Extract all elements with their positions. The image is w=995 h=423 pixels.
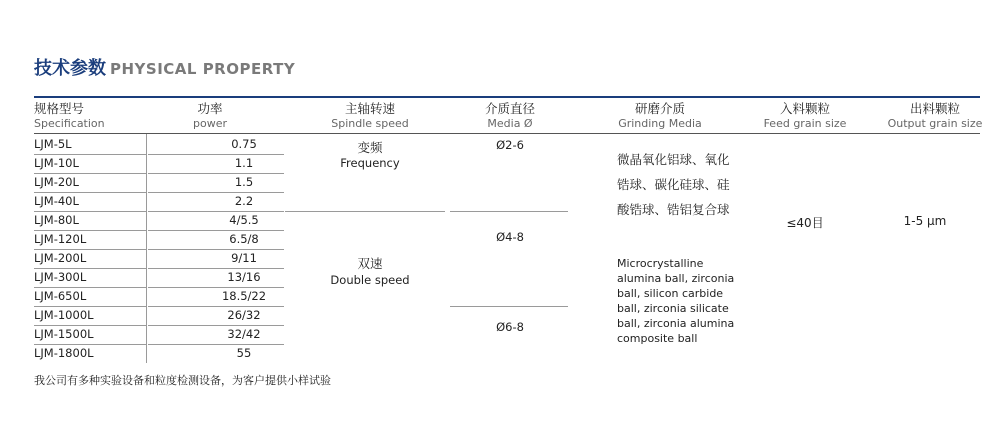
header-media-size: 介质直径 Media Ø [484, 101, 535, 130]
header-feed-grain: 入料颗粒 Feed grain size [763, 101, 847, 130]
model-cell: LJM-300L [34, 270, 87, 284]
header-grinding-media: 研磨介质 Grinding Media [618, 101, 702, 130]
footnote: 我公司有多种实验设备和粒度检测设备，为客户提供小样试验 [34, 374, 331, 387]
table-row [34, 212, 444, 231]
power-cell: 0.75 [231, 137, 257, 151]
table-row [34, 326, 444, 345]
header-power: 功率 power [193, 101, 227, 130]
header-output-grain: 出料颗粒 Output grain size [887, 101, 983, 130]
power-cell: 4/5.5 [229, 213, 259, 227]
power-cell: 1.1 [234, 156, 254, 170]
page-title [34, 54, 295, 80]
media-size-divider-2 [450, 306, 568, 307]
model-cell: LJM-20L [34, 175, 79, 189]
table-row [34, 174, 444, 193]
spindle-group1-en: Frequency [340, 156, 400, 170]
model-cell: LJM-5L [34, 137, 72, 151]
power-cell: 9/11 [231, 251, 257, 265]
power-cell: 18.5/22 [221, 289, 267, 303]
media-size-group3: Ø6-8 [496, 320, 524, 334]
power-cell: 6.5/8 [229, 232, 259, 246]
table-row [34, 307, 444, 326]
model-cell: LJM-200L [34, 251, 87, 265]
spindle-group2-en: Double speed [330, 273, 410, 287]
power-cell: 55 [236, 346, 252, 360]
model-cell: LJM-1500L [34, 327, 94, 341]
spindle-group2-cn: 双速 [357, 256, 383, 271]
header-bottom-rule [34, 133, 980, 134]
model-cell: LJM-120L [34, 232, 87, 246]
model-cell: LJM-650L [34, 289, 87, 303]
table-row [34, 193, 444, 212]
title-en: PHYSICAL PROPERTY [110, 60, 296, 78]
output-grain-size: 1-5 μm [903, 214, 947, 228]
model-cell: LJM-1800L [34, 346, 94, 360]
table-row [34, 345, 444, 364]
power-cell: 32/42 [227, 327, 261, 341]
power-cell: 13/16 [227, 270, 261, 284]
spindle-divider [285, 211, 445, 212]
media-size-divider-1 [450, 211, 568, 212]
table-row [34, 231, 444, 250]
grinding-media-en: Microcrystalline alumina ball, zirconia ball, silicon carbide ball, zirconia silicate ball, zirconia alumina composite ball [617, 257, 735, 345]
table-row [34, 288, 444, 307]
power-cell: 1.5 [234, 175, 254, 189]
feed-grain-size: ≤40目 [786, 216, 824, 230]
media-size-group1: Ø2-6 [496, 138, 524, 152]
header-spindle-speed: 主轴转速 Spindle speed [331, 101, 409, 130]
model-cell: LJM-10L [34, 156, 79, 170]
title-cn: 技术参数 [34, 58, 106, 79]
model-cell: LJM-1000L [34, 308, 94, 322]
model-cell: LJM-40L [34, 194, 79, 208]
grinding-media-cn: 微晶氧化铝球、氧化锆球、碳化硅球、硅酸锆球、锆铝复合球 [617, 152, 730, 217]
spindle-group1-cn: 变频 [357, 140, 383, 155]
power-cell: 26/32 [227, 308, 261, 322]
media-size-group2: Ø4-8 [496, 230, 524, 244]
header-specification: 规格型号 Specification [34, 101, 105, 130]
power-cell: 2.2 [234, 194, 254, 208]
model-power-divider [146, 134, 147, 363]
table-top-rule [34, 96, 980, 98]
model-cell: LJM-80L [34, 213, 79, 227]
